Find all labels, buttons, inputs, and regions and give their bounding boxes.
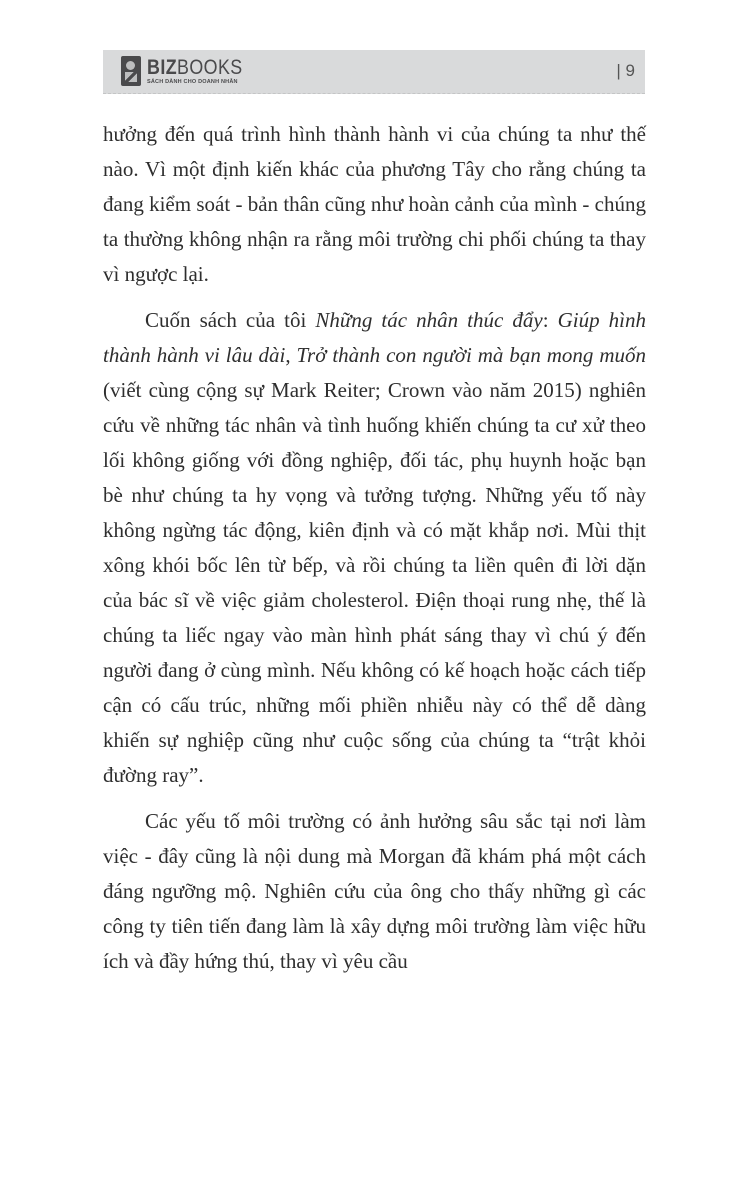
page-body [103,117,646,990]
book-subtitle-1: Giúp hình thành hành vi lâu dài [103,308,647,367]
bizbooks-emblem-icon [121,56,141,86]
logo-tagline: SÁCH DÀNH CHO DOANH NHÂN [147,78,238,85]
book-title: Những tác nhân thúc đẩy [315,308,543,332]
paragraph-3: Các yếu tố môi trường có ảnh hưởng sâu sắc tại nơi làm việc - đây cũng là nội dung mà Morgan đã khám phá một cách đáng ngưỡng mộ. Nghiên cứu của ông cho thấy những gì các công ty tiên tiến đang làm là xây dựng môi trường làm việc hữu ích và đầy hứng thú, thay vì yêu cầu [103,809,646,973]
running-header [103,50,645,94]
paragraph-2: Cuốn sách của tôi Những tác nhân thúc đẩy: Giúp hình thành hành vi lâu dài, Trở thành con người mà bạn mong muốn (viết cùng cộng sự Mark Reiter; Crown vào năm 2015) nghiên cứu về những tác nhân và tình huống khiến chúng ta cư xử theo lối không giống với đồng nghiệp, đối tác, phụ huynh hoặc bạn bè như chúng ta hy vọng và tưởng tượng. Những yếu tố này không ngừng tác động, kiên định và có mặt khắp nơi. Mùi thịt xông khói bốc lên từ bếp, và rồi chúng ta liền quên đi lời dặn của bác sĩ về việc giảm cholesterol. Điện thoại rung nhẹ, thế là chúng ta liếc ngay vào màn hình phát sáng thay vì chú ý đến người đang ở cùng mình. Nếu không có kế hoạch hoặc cách tiếp cận có cấu trúc, những mối phiền nhiễu này có thể dễ dàng khiến sự nghiệp cũng như cuộc sống của chúng ta “trật khỏi đường ray”. [103,308,647,787]
bizbooks-logo [121,56,260,86]
page-number: | 9 [616,61,635,80]
paragraph-1: hưởng đến quá trình hình thành hành vi của chúng ta như thế nào. Vì một định kiến khác của phương Tây cho rằng chúng ta đang kiểm soát - bản thân cũng như hoàn cảnh của mình - chúng ta thường không nhận ra rằng môi trường chi phối chúng ta thay vì ngược lại. [103,122,646,286]
logo-brand-name: BIZBOOKS [147,55,243,79]
book-subtitle-2: Trở thành con người mà bạn mong muốn [296,343,646,367]
